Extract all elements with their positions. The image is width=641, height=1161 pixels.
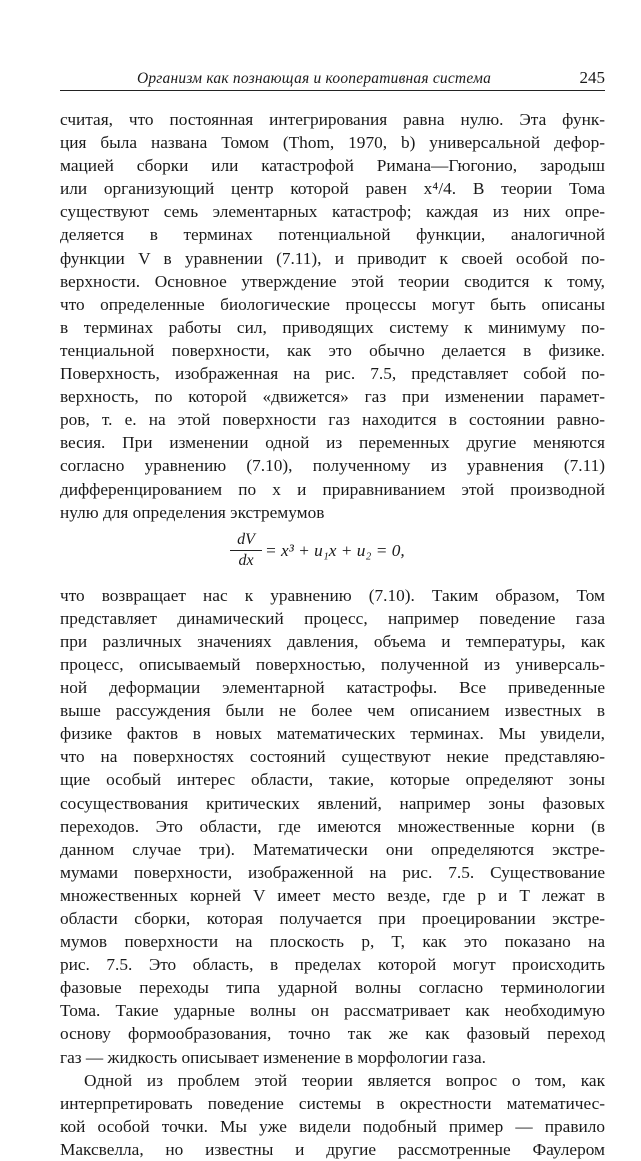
text-line: тенциальной поверхности, как это обычно делается в физике. [60, 340, 605, 360]
text-line: что возвращает нас к уравнению (7.10). Таким образом, Том [60, 585, 605, 605]
text-line: верхности. Основное утверждение этой теории сводится к тому, [60, 271, 605, 291]
text-line: физике фактов в новых математических терминах. Мы увидели, [60, 724, 605, 744]
text-line: мумами поверхности, изображенной на рис. 7.5. Существование [60, 862, 605, 882]
paragraph-3 [60, 1069, 605, 1161]
equation-dv-dx [60, 528, 605, 580]
text-line: щие особый интерес области, такие, которые определяют зоны [60, 770, 605, 790]
text-line: данном случае три). Математически они определяются экстре- [60, 839, 605, 859]
text-line: мумов поверхности на плоскость p, T, как это показано на [60, 932, 605, 952]
text-line: ной деформации элементарной катастрофы. Все приведенные [60, 678, 605, 698]
fraction-numerator: dV [230, 530, 262, 551]
text-line: верхность, по которой «движется» газ при изменении парамет- [60, 387, 605, 407]
text-line: или организующий центр которой равен x⁴/4. В теории Тома [60, 179, 605, 199]
text-line: основу формообразования, точно так же как фазовый переход [60, 1024, 605, 1044]
text-line: кой особой точки. Мы уже видели подобный пример — правило [60, 1116, 605, 1136]
text-line: функции V в уравнении (7.11), и приводит к своей особой по- [60, 248, 605, 268]
running-head [60, 66, 605, 91]
text-line: что определенные биологические процессы могут быть описаны [60, 294, 605, 314]
text-line: в терминах работы сил, приводящих систему к минимуму по- [60, 317, 605, 337]
text-line: ция была названа Томом (Thom, 1970, b) универсальной дефор- [60, 133, 605, 153]
text-line: выше рассуждения были не более чем описанием известных в [60, 701, 605, 721]
text-line: что на поверхностях состояний существуют некие представляю- [60, 747, 605, 767]
equation-rhs: = x³ + u₁x + u₂ = 0, [265, 540, 405, 560]
fraction-denominator: dx [238, 551, 254, 569]
text-line: процесс, описываемый поверхностью, полученной из универсаль- [60, 654, 605, 674]
body-text [60, 108, 605, 1161]
page-number: 245 [579, 68, 605, 87]
paragraph-1 [60, 108, 605, 524]
paragraph-2 [60, 584, 605, 1069]
text-line: рис. 7.5. Это область, в пределах которой могут происходить [60, 955, 605, 975]
text-line: Тома. Такие ударные волны он рассматривает как необходимую [60, 1001, 605, 1021]
text-line: считая, что постоянная интегрирования равна нулю. Эта функ- [60, 110, 605, 129]
text-line: ров, т. е. на этой поверхности газ находится в состоянии равно- [60, 410, 605, 430]
text-line: дифференцированием по x и приравниванием этой производной [60, 479, 605, 499]
text-line: множественных корней V имеет место везде, где p и T лежат в [60, 885, 605, 905]
text-line: сосуществования критических явлений, например зоны фазовых [60, 793, 605, 813]
text-line: интерпретировать поведение системы в окрестности математичес- [60, 1093, 605, 1113]
text-line: области сборки, которая получается при проецировании экстре- [60, 909, 605, 928]
text-line: при различных значениях давления, объема и температуры, как [60, 631, 605, 651]
text-line: мацией сборки или катастрофой Римана—Гюгонио, зародыш [60, 156, 605, 176]
text-line: деляется в терминах потенциальной функции, аналогичной [60, 225, 605, 245]
text-line: согласно уравнению (7.10), полученному из уравнения (7.11) [60, 456, 605, 476]
running-title: Организм как познающая и кооперативная система [136, 70, 492, 87]
fraction [230, 530, 262, 571]
text-line: Максвелла, но известны и другие рассмотренные Фаулером [60, 1139, 605, 1159]
text-line: переходов. Это области, где имеются множественные корни (в [60, 816, 605, 836]
text-line: Поверхность, изображенная на рис. 7.5, представляет собой по- [60, 364, 605, 384]
text-line: существуют семь элементарных катастроф; каждая из них опре- [60, 202, 605, 222]
text-line: газ — жидкость описывает изменение в морфологии газа. [60, 1047, 486, 1067]
text-line: нулю для определения экстремумов [60, 502, 325, 522]
text-line: Одной из проблем этой теории является вопрос о том, как [84, 1070, 605, 1090]
text-line: представляет динамический процесс, например поведение газа [60, 608, 605, 628]
text-line: фазовые переходы типа ударной волны согласно терминологии [60, 978, 605, 998]
text-line: весия. При изменении одной из переменных другие меняются [60, 433, 605, 453]
